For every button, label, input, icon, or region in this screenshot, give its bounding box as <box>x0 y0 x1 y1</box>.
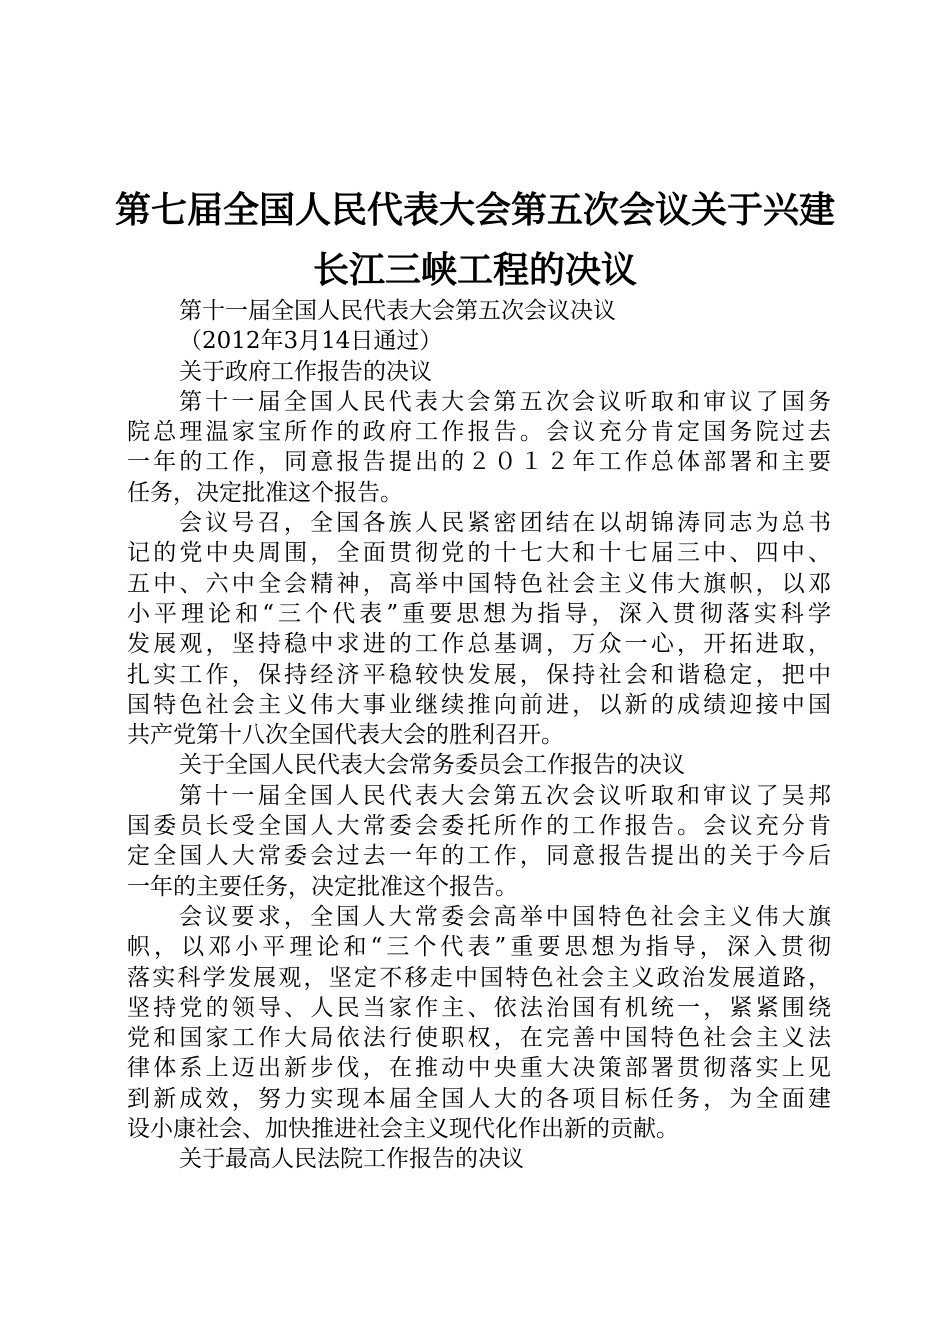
paragraph-first-line: 第十一届全国人民代表大会第五次会议听取和审议了国务 <box>179 388 831 415</box>
paragraph-line: 坚持党的领导、人民当家作主、依法治国有机统一，紧紧围绕 <box>127 994 831 1021</box>
paragraph-last-line: 任务，决定批准这个报告。 <box>127 479 403 506</box>
paragraph-line: 扎实工作，保持经济平稳较快发展，保持社会和谐稳定，把中 <box>127 661 831 688</box>
document-body <box>127 296 831 1175</box>
section-heading-line: （2012年3月14日通过） <box>179 328 443 355</box>
section-heading-line: 第十一届全国人民代表大会第五次会议决议 <box>179 298 616 324</box>
section-heading-line: 关于最高人民法院工作报告的决议 <box>179 1146 524 1173</box>
paragraph-line: 帜，以邓小平理论和“三个代表”重要思想为指导，深入贯彻 <box>127 934 831 961</box>
paragraph-line: 小平理论和“三个代表”重要思想为指导，深入贯彻落实科学 <box>127 600 831 627</box>
paragraph-first-line: 会议号召，全国各族人民紧密团结在以胡锦涛同志为总书 <box>179 510 831 537</box>
paragraph-line: 党和国家工作大局依法行使职权，在完善中国特色社会主义法 <box>127 1025 831 1052</box>
paragraph-line: 国特色社会主义伟大事业继续推向前进，以新的成绩迎接中国 <box>127 691 831 718</box>
paragraph-line: 院总理温家宝所作的政府工作报告。会议充分肯定国务院过去 <box>127 419 831 446</box>
paragraph-last-line: 一年的主要任务，决定批准这个报告。 <box>127 873 518 900</box>
section-heading-line: 关于全国人民代表大会常务委员会工作报告的决议 <box>179 752 685 779</box>
document-title-line-2: 长江三峡工程的决议 <box>312 249 637 291</box>
paragraph-line: 记的党中央周围，全面贯彻党的十七大和十七届三中、四中、 <box>127 540 831 567</box>
paragraph-line: 定全国人大常委会过去一年的工作，同意报告提出的关于今后 <box>127 843 831 870</box>
paragraph-line: 到新成效，努力实现本届全国人大的各项目标任务，为全面建 <box>127 1085 831 1112</box>
document-title-line-1: 第七届全国人民代表大会第五次会议关于兴建 <box>114 189 835 231</box>
paragraph-first-line: 会议要求，全国人大常委会高举中国特色社会主义伟大旗 <box>179 903 831 930</box>
paragraph-line: 落实科学发展观，坚定不移走中国特色社会主义政治发展道路， <box>127 964 831 991</box>
paragraph-line: 国委员长受全国人大常委会委托所作的工作报告。会议充分肯 <box>127 813 831 840</box>
section-heading-line: 关于政府工作报告的决议 <box>179 358 432 385</box>
paragraph-first-line: 第十一届全国人民代表大会第五次会议听取和审议了吴邦 <box>179 782 831 809</box>
paragraph-line: 律体系上迈出新步伐，在推动中央重大决策部署贯彻落实上见 <box>127 1055 831 1082</box>
paragraph-line: 五中、六中全会精神，高举中国特色社会主义伟大旗帜，以邓 <box>127 570 831 597</box>
paragraph-last-line: 设小康社会、加快推进社会主义现代化作出新的贡献。 <box>127 1116 679 1143</box>
paragraph-line: 一年的工作，同意报告提出的２０１２年工作总体部署和主要 <box>127 449 831 476</box>
paragraph-line: 发展观，坚持稳中求进的工作总基调，万众一心，开拓进取， <box>127 631 831 658</box>
paragraph-last-line: 共产党第十八次全国代表大会的胜利召开。 <box>127 722 564 749</box>
